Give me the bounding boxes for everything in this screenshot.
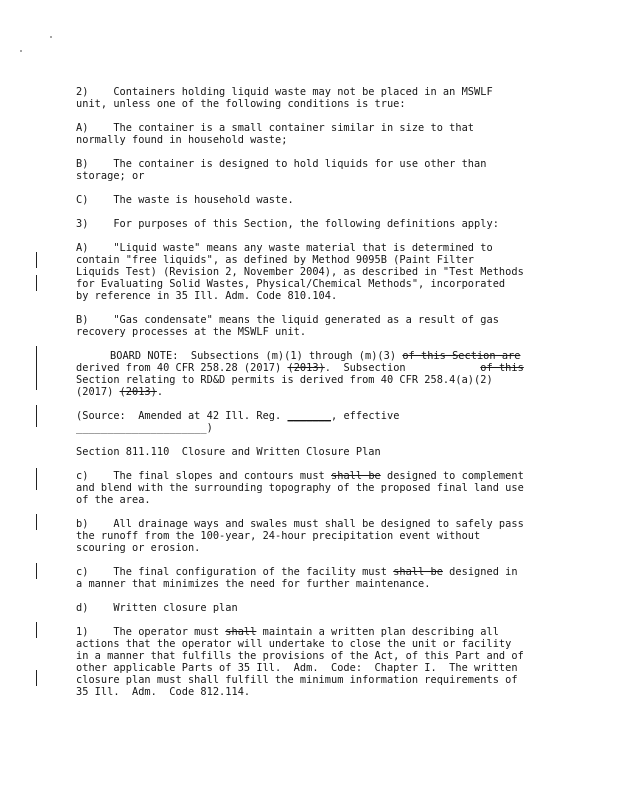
- change-bar: [36, 405, 37, 427]
- deleted-text: (2013): [119, 386, 157, 398]
- board-note-line-2: derived from 40 CFR 258.28 (2017) (2013). Subsection of this: [76, 362, 524, 374]
- board-note-line-3: Section relating to RD&D permits is derived from 40 CFR 258.4(a)(2): [76, 374, 493, 386]
- board-note-line-4: (2017) (2013).: [76, 386, 164, 398]
- definition-a-line-4: for Evaluating Solid Wastes, Physical/Chemical Methods", incorporated: [76, 278, 506, 290]
- section-c2-line-1: c) The final configuration of the facility must shall be designed in: [76, 566, 518, 578]
- source-note-line-1: (Source: Amended at 42 Ill. Reg. _______, effective: [76, 410, 400, 422]
- item-2-line-1: 2) Containers holding liquid waste may not be placed in an MSWLF: [76, 86, 493, 98]
- section-c-line-1: c) The final slopes and contours must shall be designed to complement: [76, 470, 524, 482]
- section-c-line-2: and blend with the surrounding topography of the proposed final land use: [76, 482, 524, 494]
- deleted-text: shall be: [393, 566, 443, 578]
- change-bar: [36, 252, 37, 268]
- definition-a-line-3: Liquids Test) (Revision 2, November 2004), as described in "Test Methods: [76, 266, 524, 278]
- definition-a-line-1: A) "Liquid waste" means any waste material that is determined to: [76, 242, 493, 254]
- section-b-line-3: scouring or erosion.: [76, 542, 201, 554]
- definition-b-line-2: recovery processes at the MSWLF unit.: [76, 326, 307, 338]
- scan-speck: [20, 50, 22, 52]
- section-heading: Section 811.110 Closure and Written Closure Plan: [76, 446, 381, 458]
- change-bar: [36, 514, 37, 530]
- section-d1-line-4: other applicable Parts of 35 Ill. Adm. Code: Chapter I. The written: [76, 662, 518, 674]
- section-b-line-2: the runoff from the 100-year, 24-hour precipitation event without: [76, 530, 481, 542]
- deleted-text: shall be: [331, 470, 381, 482]
- scan-speck: [50, 36, 52, 38]
- section-d-line-1: d) Written closure plan: [76, 602, 238, 614]
- deleted-text: of this Section are: [402, 350, 521, 362]
- blank-field: _______: [287, 410, 332, 422]
- section-d1-line-1: 1) The operator must shall maintain a written plan describing all: [76, 626, 499, 638]
- deleted-text: (2013): [287, 362, 325, 374]
- change-bar: [36, 563, 37, 579]
- change-bar: [36, 346, 37, 390]
- section-c2-line-2: a manner that minimizes the need for further maintenance.: [76, 578, 431, 590]
- definition-b-line-1: B) "Gas condensate" means the liquid generated as a result of gas: [76, 314, 499, 326]
- change-bar: [36, 468, 37, 490]
- item-b-line-1: B) The container is designed to hold liquids for use other than: [76, 158, 487, 170]
- item-c-line-1: C) The waste is household waste.: [76, 194, 294, 206]
- item-2-line-2: unit, unless one of the following conditions is true:: [76, 98, 406, 110]
- section-b-line-1: b) All drainage ways and swales must shall be designed to safely pass: [76, 518, 524, 530]
- section-d1-line-5: closure plan must shall fulfill the minimum information requirements of: [76, 674, 518, 686]
- item-a-line-1: A) The container is a small container similar in size to that: [76, 122, 475, 134]
- section-d1-line-6: 35 Ill. Adm. Code 812.114.: [76, 686, 251, 698]
- change-bar: [36, 622, 37, 638]
- item-3-line-1: 3) For purposes of this Section, the following definitions apply:: [76, 218, 499, 230]
- source-note-line-2: _____________________): [76, 422, 213, 434]
- section-d1-line-3: in a manner that fulfills the provisions of the Act, of this Part and of: [76, 650, 524, 662]
- definition-a-line-5: by reference in 35 Ill. Adm. Code 810.104.: [76, 290, 338, 302]
- section-c-line-3: of the area.: [76, 494, 151, 506]
- change-bar: [36, 275, 37, 291]
- deleted-text: of this: [480, 362, 524, 374]
- item-a-line-2: normally found in household waste;: [76, 134, 288, 146]
- item-b-line-2: storage; or: [76, 170, 145, 182]
- change-bar: [36, 670, 37, 686]
- definition-a-line-2: contain "free liquids", as defined by Method 9095B (Paint Filter: [76, 254, 475, 266]
- deleted-text: shall: [225, 626, 257, 638]
- board-note-line-1: BOARD NOTE: Subsections (m)(1) through (m)(3) of this Section are: [110, 350, 521, 362]
- section-d1-line-2: actions that the operator will undertake to close the unit or facility: [76, 638, 512, 650]
